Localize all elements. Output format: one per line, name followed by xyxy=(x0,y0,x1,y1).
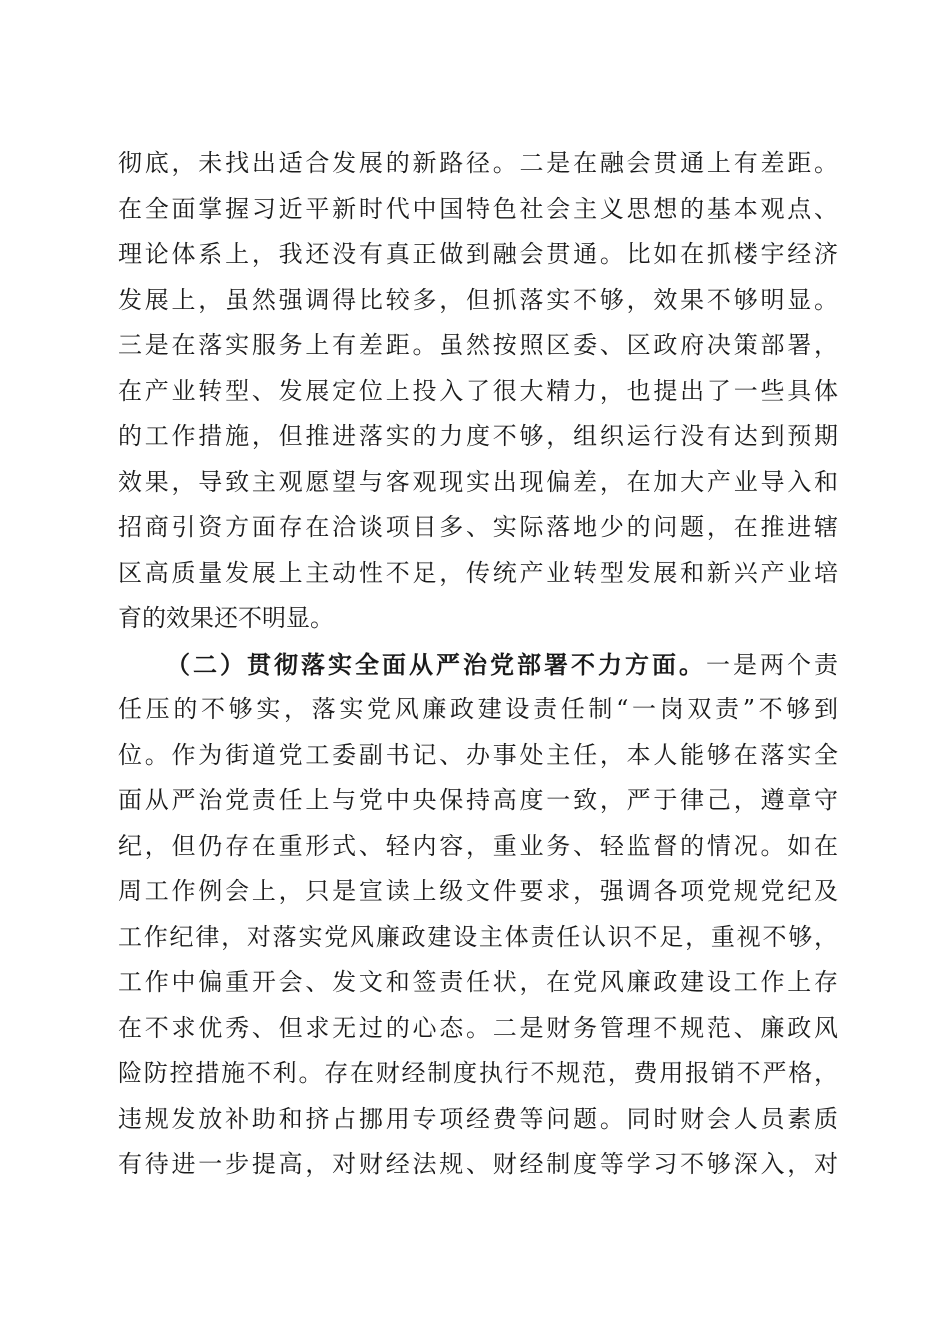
document-body xyxy=(118,141,838,1188)
text-line: 区高质量发展上主动性不足，传统产业转型发展和新兴产业培 xyxy=(118,558,838,587)
text-line: 效果，导致主观愿望与客观现实出现偏差，在加大产业导入和 xyxy=(118,467,838,496)
text-line: 的工作措施，但推进落实的力度不够，组织运行没有达到预期 xyxy=(118,422,838,450)
text-line: 有待进一步提高，对财经法规、财经制度等学习不够深入，对 xyxy=(118,1150,838,1178)
text-line: 任压的不够实，落实党风廉政建设责任制“一岗双责”不够到 xyxy=(118,695,838,723)
text-line: 违规发放补助和挤占挪用专项经费等问题。同时财会人员素质 xyxy=(118,1104,838,1133)
text-line: 工作中偏重开会、发文和签责任状，在党风廉政建设工作上存 xyxy=(118,968,838,996)
text-line: 三是在落实服务上有差距。虽然按照区委、区政府决策部署， xyxy=(118,331,838,359)
text-line: 在全面掌握习近平新时代中国特色社会主义思想的基本观点、 xyxy=(118,194,838,223)
text-line: 发展上，虽然强调得比较多，但抓落实不够，效果不够明显。 xyxy=(118,285,838,314)
paragraph-1 xyxy=(118,141,838,642)
text-line: 育的效果还不明显。 xyxy=(118,604,334,632)
text-line: 面从严治党责任上与党中央保持高度一致，严于律己，遵章守 xyxy=(118,786,838,814)
text-line: 招商引资方面存在洽谈项目多、实际落地少的问题，在推进辖 xyxy=(118,513,838,541)
text-line xyxy=(118,642,838,688)
text-line: 在不求优秀、但求无过的心态。二是财务管理不规范、廉政风 xyxy=(118,1013,838,1042)
text-line: 工作纪律，对落实党风廉政建设主体责任认识不足，重视不够， xyxy=(118,922,838,951)
text-line: 险防控措施不利。存在财经制度执行不规范，费用报销不严格， xyxy=(118,1059,838,1087)
section-heading: （二）贯彻落实全面从严治党部署不力方面。 xyxy=(166,649,706,679)
text-line: 彻底，未找出适合发展的新路径。二是在融会贯通上有差距。 xyxy=(118,149,838,177)
text-line: 位。作为街道党工委副书记、办事处主任，本人能够在落实全 xyxy=(118,740,838,769)
text-line: 在产业转型、发展定位上投入了很大精力，也提出了一些具体 xyxy=(118,376,838,405)
text-line: 纪，但仍存在重形式、轻内容，重业务、轻监督的情况。如在 xyxy=(118,831,838,860)
text-line: 理论体系上，我还没有真正做到融会贯通。比如在抓楼宇经济 xyxy=(118,240,838,268)
paragraph-2 xyxy=(118,642,838,1188)
heading-line-rest: 一是两个责 xyxy=(706,650,838,679)
text-line: 周工作例会上，只是宣读上级文件要求，强调各项党规党纪及 xyxy=(118,877,838,905)
